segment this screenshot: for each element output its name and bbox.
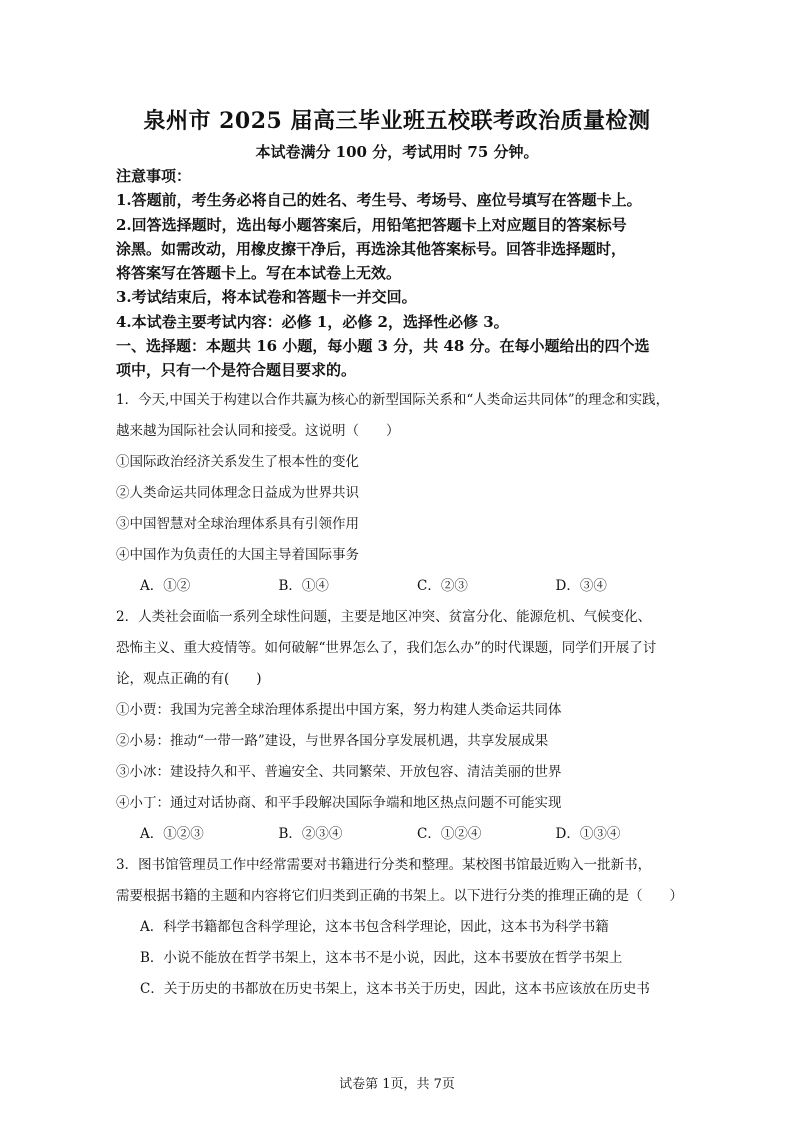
q2-option-c: C．①②④ — [417, 826, 482, 842]
q2-item: ③小冰：建设持久和平、普遍安全、共同繁荣、开放包容、清洁美丽的世界 — [116, 764, 562, 780]
section-heading: 一、选择题：本题共 16 小题，每小题 3 分，共 48 分。在每小题给出的四个选 — [116, 337, 650, 356]
notice-line: 将答案写在答题卡上。写在本试卷上无效。 — [116, 264, 402, 283]
q2-stem: 论，观点正确的有( ) — [116, 671, 262, 687]
notice-line: 4.本试卷主要考试内容：必修 1，必修 2，选择性必修 3。 — [116, 312, 509, 331]
q2-item: ②小易：推动“一带一路”建设，与世界各国分享发展机遇，共享发展成果 — [116, 733, 549, 749]
q3-stem: 3．图书馆管理员工作中经常需要对书籍进行分类和整理。某校图书馆最近购入一批新书， — [116, 857, 652, 873]
q1-option-b: B．①④ — [278, 578, 329, 594]
q1-item: ④中国作为负责任的大国主导着国际事务 — [116, 547, 359, 563]
q1-option-d: D．③④ — [555, 578, 607, 594]
q1-options — [116, 571, 694, 602]
notice-line: 1.答题前，考生务必将自己的姓名、考生号、考场号、座位号填写在答题卡上。 — [116, 191, 642, 210]
notice-line: 2.回答选择题时，选出每小题答案后，用铅笔把答题卡上对应题目的答案标号 — [116, 215, 627, 234]
notice-heading: 注意事项： — [116, 167, 192, 185]
q1-item: ②人类命运共同体理念日益成为世界共识 — [116, 485, 359, 501]
notice-line: 3.考试结束后，将本试卷和答题卡一并交回。 — [116, 288, 417, 307]
q2-item: ①小贾：我国为完善全球治理体系提出中国方案，努力构建人类命运共同体 — [116, 702, 562, 718]
q3-stem: 需要根据书籍的主题和内容将它们归类到正确的书架上。以下进行分类的推理正确的是（ ） — [116, 888, 683, 904]
q3-option-a: A．科学书籍都包含科学理论，这本书包含科学理论，因此，这本书为科学书籍 — [140, 919, 609, 935]
q2-stem: 2．人类社会面临一系列全球性问题，主要是地区冲突、贫富分化、能源危机、气候变化、 — [116, 609, 652, 625]
q2-stem: 恐怖主义、重大疫情等。如何破解“世界怎么了，我们怎么办”的时代课题，同学们开展了讨 — [116, 640, 657, 656]
page-footer: 试卷第 1页，共 7页 — [339, 1077, 455, 1092]
questions-section — [116, 385, 694, 1005]
q1-option-c: C．②③ — [417, 578, 468, 594]
notice-section — [116, 164, 696, 383]
q2-options — [116, 819, 694, 850]
q2-item: ④小丁：通过对话协商、和平手段解决国际争端和地区热点问题不可能实现 — [116, 795, 562, 811]
exam-info: 本试卷满分 100 分，考试用时 75 分钟。 — [255, 143, 539, 161]
q1-option-a: A．①② — [140, 578, 191, 594]
q1-item: ③中国智慧对全球治理体系具有引领作用 — [116, 516, 359, 532]
q1-stem: 越来越为国际社会认同和接受。这说明（ ） — [116, 423, 400, 439]
notice-line: 涂黑。如需改动，用橡皮擦干净后，再选涂其他答案标号。回答非选择题时， — [116, 239, 627, 258]
q1-stem: 1．今天,中国关于构建以合作共赢为核心的新型国际关系和“人类命运共同体”的理念和实践， — [116, 392, 670, 408]
q3-option-b: B．小说不能放在哲学书架上，这本书不是小说，因此，这本书要放在哲学书架上 — [140, 950, 623, 966]
q2-option-d: D．①③④ — [555, 826, 621, 842]
q3-option-c: C．关于历史的书都放在历史书架上，这本书关于历史，因此，这本书应该放在历史书 — [140, 981, 650, 997]
section-heading: 项中，只有一个是符合题目要求的。 — [116, 361, 357, 380]
page-title: 泉州市 2025 届高三毕业班五校联考政治质量检测 — [143, 108, 651, 134]
q2-option-a: A．①②③ — [140, 826, 204, 842]
q1-item: ①国际政治经济关系发生了根本性的变化 — [116, 454, 359, 470]
q2-option-b: B．②③④ — [278, 826, 343, 842]
